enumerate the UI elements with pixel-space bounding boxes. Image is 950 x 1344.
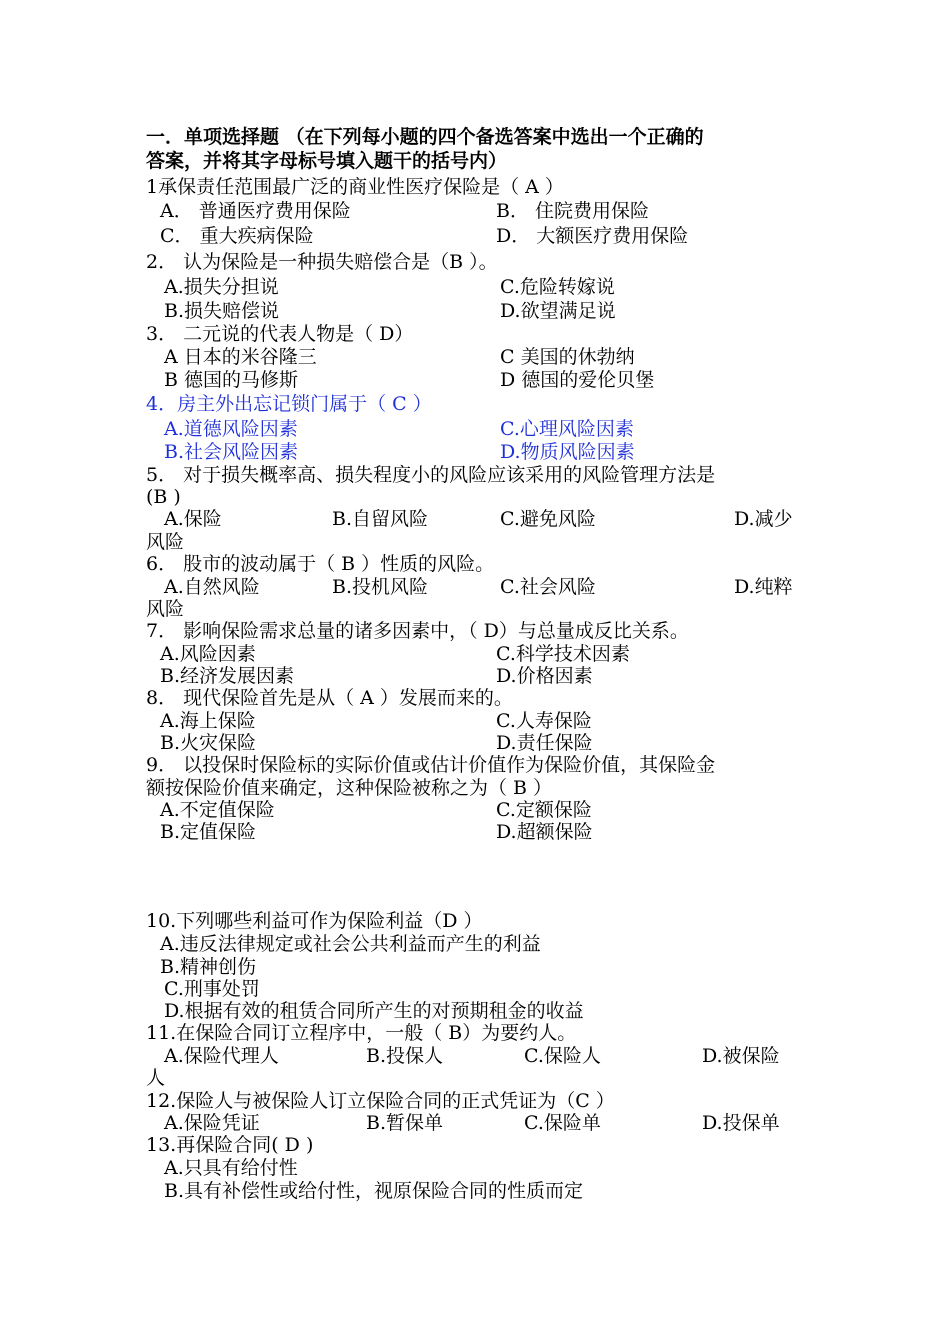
question-6-option-a: A.自然风险 [164, 576, 260, 598]
question-6-option-d: D.纯粹 [734, 576, 793, 598]
question-5-option-d: D.减少 [734, 508, 793, 530]
question-7-stem: 7． 影响保险需求总量的诸多因素中，（ D）与总量成反比关系。 [146, 620, 689, 642]
question-10-stem: 10.下列哪些利益可作为保险利益（D ） [146, 910, 483, 932]
question-6-stem: 6． 股市的波动属于（ B ）性质的风险。 [146, 553, 495, 575]
question-5-stem-continued: (B ) [146, 486, 181, 508]
question-9-option-a: A.不定值保险 [160, 799, 275, 821]
question-11-option-d: D.被保险 [702, 1045, 780, 1067]
question-11-option-a: A.保险代理人 [164, 1045, 279, 1067]
question-12-option-a: A.保险凭证 [164, 1112, 260, 1134]
question-4-option-c: C.心理风险因素 [500, 418, 634, 440]
question-5-stem: 5． 对于损失概率高、损失程度小的风险应该采用的风险管理方法是 [146, 464, 716, 486]
question-13-option-a: A.只具有给付性 [164, 1157, 298, 1179]
question-8-option-b: B.火灾保险 [160, 732, 257, 754]
question-2-option-a: A.损失分担说 [164, 276, 279, 298]
question-2-option-c: C.危险转嫁说 [500, 276, 615, 298]
question-4-stem: 4．房主外出忘记锁门属于（ C ） [146, 393, 432, 415]
question-10-option-c: C.刑事处罚 [164, 978, 260, 1000]
question-2-option-d: D.欲望满足说 [500, 300, 616, 322]
question-12-stem: 12.保险人与被保险人订立保险合同的正式凭证为（C ） [146, 1090, 615, 1112]
question-9-option-c: C.定额保险 [496, 799, 592, 821]
question-6-option-d-wrap: 风险 [146, 598, 185, 620]
question-6-option-b: B.投机风险 [332, 576, 429, 598]
question-9-stem: 9． 以投保时保险标的实际价值或估计价值作为保险价值，其保险金 [146, 754, 716, 776]
question-11-option-d-wrap: 人 [146, 1067, 166, 1089]
question-6-option-c: C.社会风险 [500, 576, 596, 598]
question-11-option-b: B.投保人 [366, 1045, 444, 1067]
section-heading-line-2: 答案，并将其字母标号填入题干的括号内） [146, 150, 508, 172]
question-9-option-d: D.超额保险 [496, 821, 593, 843]
question-12-option-c: C.保险单 [524, 1112, 601, 1134]
question-1-option-c: C． 重大疾病保险 [160, 225, 314, 247]
question-5-option-b: B.自留风险 [332, 508, 429, 530]
question-8-option-a: A.海上保险 [160, 710, 256, 732]
question-9-stem-continued: 额按保险价值来确定，这种保险被称之为（ B ） [146, 777, 553, 799]
question-7-option-d: D.价格因素 [496, 665, 593, 687]
question-8-option-c: C.人寿保险 [496, 710, 592, 732]
question-13-stem: 13.再保险合同( D ) [146, 1134, 314, 1156]
question-8-option-d: D.责任保险 [496, 732, 593, 754]
question-8-stem: 8． 现代保险首先是从（ A ）发展而来的。 [146, 687, 513, 709]
question-3-option-c: C 美国的休勃纳 [500, 346, 635, 368]
question-1-stem: 1承保责任范围最广泛的商业性医疗保险是（ A ） [146, 176, 564, 198]
question-7-option-c: C.科学技术因素 [496, 643, 630, 665]
question-12-option-b: B.暂保单 [366, 1112, 444, 1134]
question-4-option-a: A.道德风险因素 [164, 418, 298, 440]
question-4-option-d: D.物质风险因素 [500, 441, 635, 463]
question-3-option-d: D 德国的爱伦贝堡 [500, 369, 655, 391]
question-7-option-a: A.风险因素 [160, 643, 256, 665]
question-1-option-b: B． 住院费用保险 [496, 200, 650, 222]
question-3-stem: 3． 二元说的代表人物是（ D） [146, 323, 414, 345]
question-5-option-a: A.保险 [164, 508, 222, 530]
question-1-option-a: A． 普通医疗费用保险 [160, 200, 351, 222]
question-7-option-b: B.经济发展因素 [160, 665, 295, 687]
question-2-stem: 2． 认为保险是一种损失赔偿合是（B ）。 [146, 251, 498, 273]
question-9-option-b: B.定值保险 [160, 821, 257, 843]
question-1-option-d: D． 大额医疗费用保险 [496, 225, 689, 247]
question-12-option-d: D.投保单 [702, 1112, 780, 1134]
question-3-option-a: A 日本的米谷隆三 [164, 346, 317, 368]
question-13-option-b: B.具有补偿性或给付性，视原保险合同的性质而定 [164, 1180, 584, 1202]
question-10-option-d: D.根据有效的租赁合同所产生的对预期租金的收益 [164, 1000, 584, 1022]
question-5-option-c: C.避免风险 [500, 508, 596, 530]
section-heading-line-1: 一．单项选择题 （在下列每小题的四个备选答案中选出一个正确的 [146, 126, 704, 148]
question-4-option-b: B.社会风险因素 [164, 441, 299, 463]
question-2-option-b: B.损失赔偿说 [164, 300, 280, 322]
question-3-option-b: B 德国的马修斯 [164, 369, 299, 391]
question-11-option-c: C.保险人 [524, 1045, 601, 1067]
question-5-option-d-wrap: 风险 [146, 531, 185, 553]
question-10-option-a: A.违反法律规定或社会公共利益而产生的利益 [160, 933, 541, 955]
question-11-stem: 11.在保险合同订立程序中，一般（ B）为要约人。 [146, 1022, 577, 1044]
question-10-option-b: B.精神创伤 [160, 956, 257, 978]
